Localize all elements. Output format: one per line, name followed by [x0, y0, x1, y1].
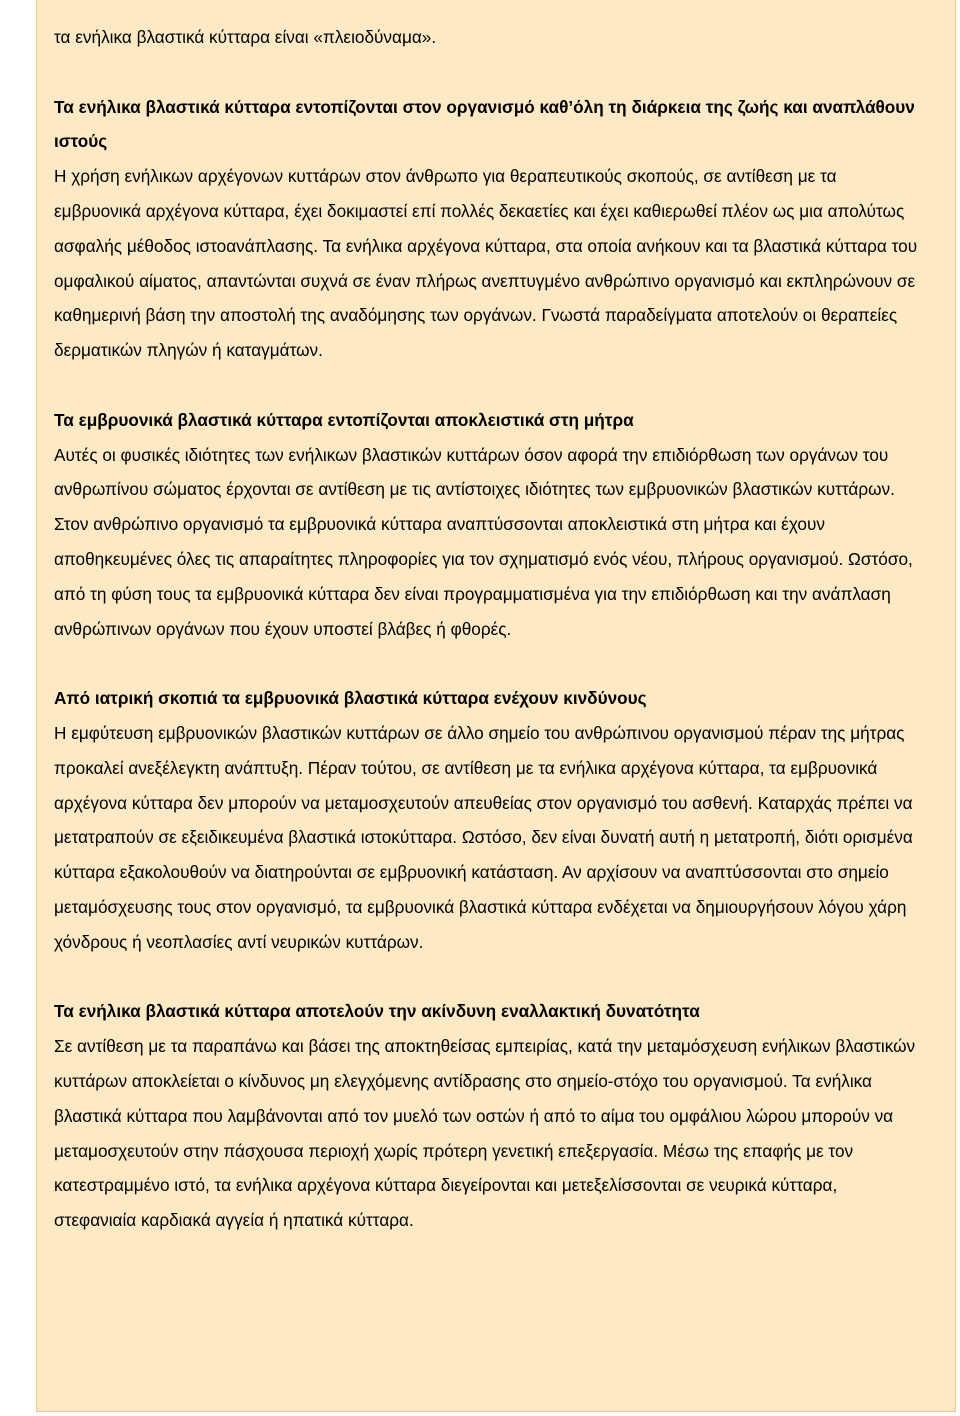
section-heading-2: Τα εμβρυονικά βλαστικά κύτταρα εντοπίζονται αποκλειστικά στη μήτρα: [54, 409, 634, 430]
section-body-3: Η εμφύτευση εμβρυονικών βλαστικών κυττάρων σε άλλο σημείο του ανθρώπινου οργανισμού πέραν της μήτρας προκαλεί ανεξέλεγκτη ανάπτυξη. Πέραν τούτου, σε αντίθεση με τα ενήλικα αρχέγονα κύτταρα, τα εμβρυονικά αρχέγονα κύτταρα δεν μπορούν να μεταμοσχευτούν απευθείας στον οργανισμό του ασθενή. Καταρχάς πρέπει να μετατραπούν σε εξειδικευμένα βλαστικά ιστοκύτταρα. Ωστόσο, δεν είναι δυνατή αυτή η μετατροπή, διότι ορισμένα κύτταρα εξακολουθούν να διατηρούνται σε εμβρυονική κατάσταση. Αν αρχίσουν να αναπτύσσονται στο σημείο μεταμόσχευσης τους στον οργανισμό, τα εμβρυονικά βλαστικά κύτταρα ενδέχεται να δημιουργήσουν λόγου χάρη χόνδρους ή νεοπλασίες αντί νευρικών κυττάρων.: [54, 722, 913, 952]
spacer: [54, 960, 924, 995]
section-body-4: Σε αντίθεση με τα παραπάνω και βάσει της αποκτηθείσας εμπειρίας, κατά την μεταμόσχευση ενήλικων βλαστικών κυττάρων αποκλείεται ο κίνδυνος μη ελεγχόμενης αντίδρασης στο σημείο-στόχο του οργανισμού. Τα ενήλικα βλαστικά κύτταρα που λαμβάνονται από τον μυελό των οστών ή από το αίμα του ομφάλιου λώρου μπορούν να μεταμοσχευτούν στην πάσχουσα περιοχή χωρίς πρότερη γενετική επεξεργασία. Μέσω της επαφής με τον κατεστραμμένο ιστό, τα ενήλικα αρχέγονα κύτταρα διεγείρονται και μετεξελίσσονται σε νευρικά κύτταρα, στεφανιαία καρδιακά αγγεία ή ηπατικά κύτταρα.: [54, 1036, 916, 1231]
section-body-1: Η χρήση ενήλικων αρχέγονων κυττάρων στον άνθρωπο για θεραπευτικούς σκοπούς, σε αντίθεση με τα εμβρυονικά αρχέγονα κύτταρα, έχει δοκιμαστεί επί πολλές δεκαετίες και έχει καθιερωθεί πλέον ως μια απολύτως ασφαλής μέθοδος ιστοανάπλασης. Τα ενήλικα αρχέγονα κύτταρα, στα οποία ανήκουν και τα βλαστικά κύτταρα του ομφαλικού αίματος, απαντώνται συχνά σε έναν πλήρως ανεπτυγμένο ανθρώπινο οργανισμό και εκπληρώνουν σε καθημερινή βάση την αποστολή της αναδόμησης των οργάνων. Γνωστά παραδείγματα αποτελούν οι θεραπείες δερματικών πληγών ή καταγμάτων.: [54, 166, 918, 361]
section-heading-3: Από ιατρική σκοπιά τα εμβρυονικά βλαστικά κύτταρα ενέχουν κινδύνους: [54, 688, 647, 709]
section-heading-1: Τα ενήλικα βλαστικά κύτταρα εντοπίζονται στον οργανισμό καθ’όλη τη διάρκεια της ζωής και αναπλάθουν ιστούς: [54, 96, 915, 152]
document-body: [54, 20, 924, 1238]
spacer: [54, 646, 924, 681]
section-body-2: Αυτές οι φυσικές ιδιότητες των ενήλικων βλαστικών κυττάρων όσον αφορά την επιδιόρθωση των οργάνων του ανθρωπίνου σώματος έρχονται σε αντίθεση με τις αντίστοιχες ιδιότητες των εμβρυονικών βλαστικών κυττάρων. Στον ανθρώπινο οργανισμό τα εμβρυονικά κύτταρα αναπτύσσονται αποκλειστικά στη μήτρα και έχουν αποθηκευμένες όλες τις απαραίτητες πληροφορίες για τον σχηματισμό ενός νέου, πλήρους οργανισμού. Ωστόσο, από τη φύση τους τα εμβρυονικά κύτταρα δεν είναι προγραμματισμένα για την επιδιόρθωση και την ανάπλαση ανθρώπινων οργάνων που έχουν υποστεί βλάβες ή φθορές.: [54, 444, 913, 639]
spacer: [54, 55, 924, 90]
spacer: [54, 368, 924, 403]
intro-line: τα ενήλικα βλαστικά κύτταρα είναι «πλειοδύναμα».: [54, 27, 437, 47]
section-heading-4: Τα ενήλικα βλαστικά κύτταρα αποτελούν την ακίνδυνη εναλλακτική δυνατότητα: [54, 1001, 700, 1022]
